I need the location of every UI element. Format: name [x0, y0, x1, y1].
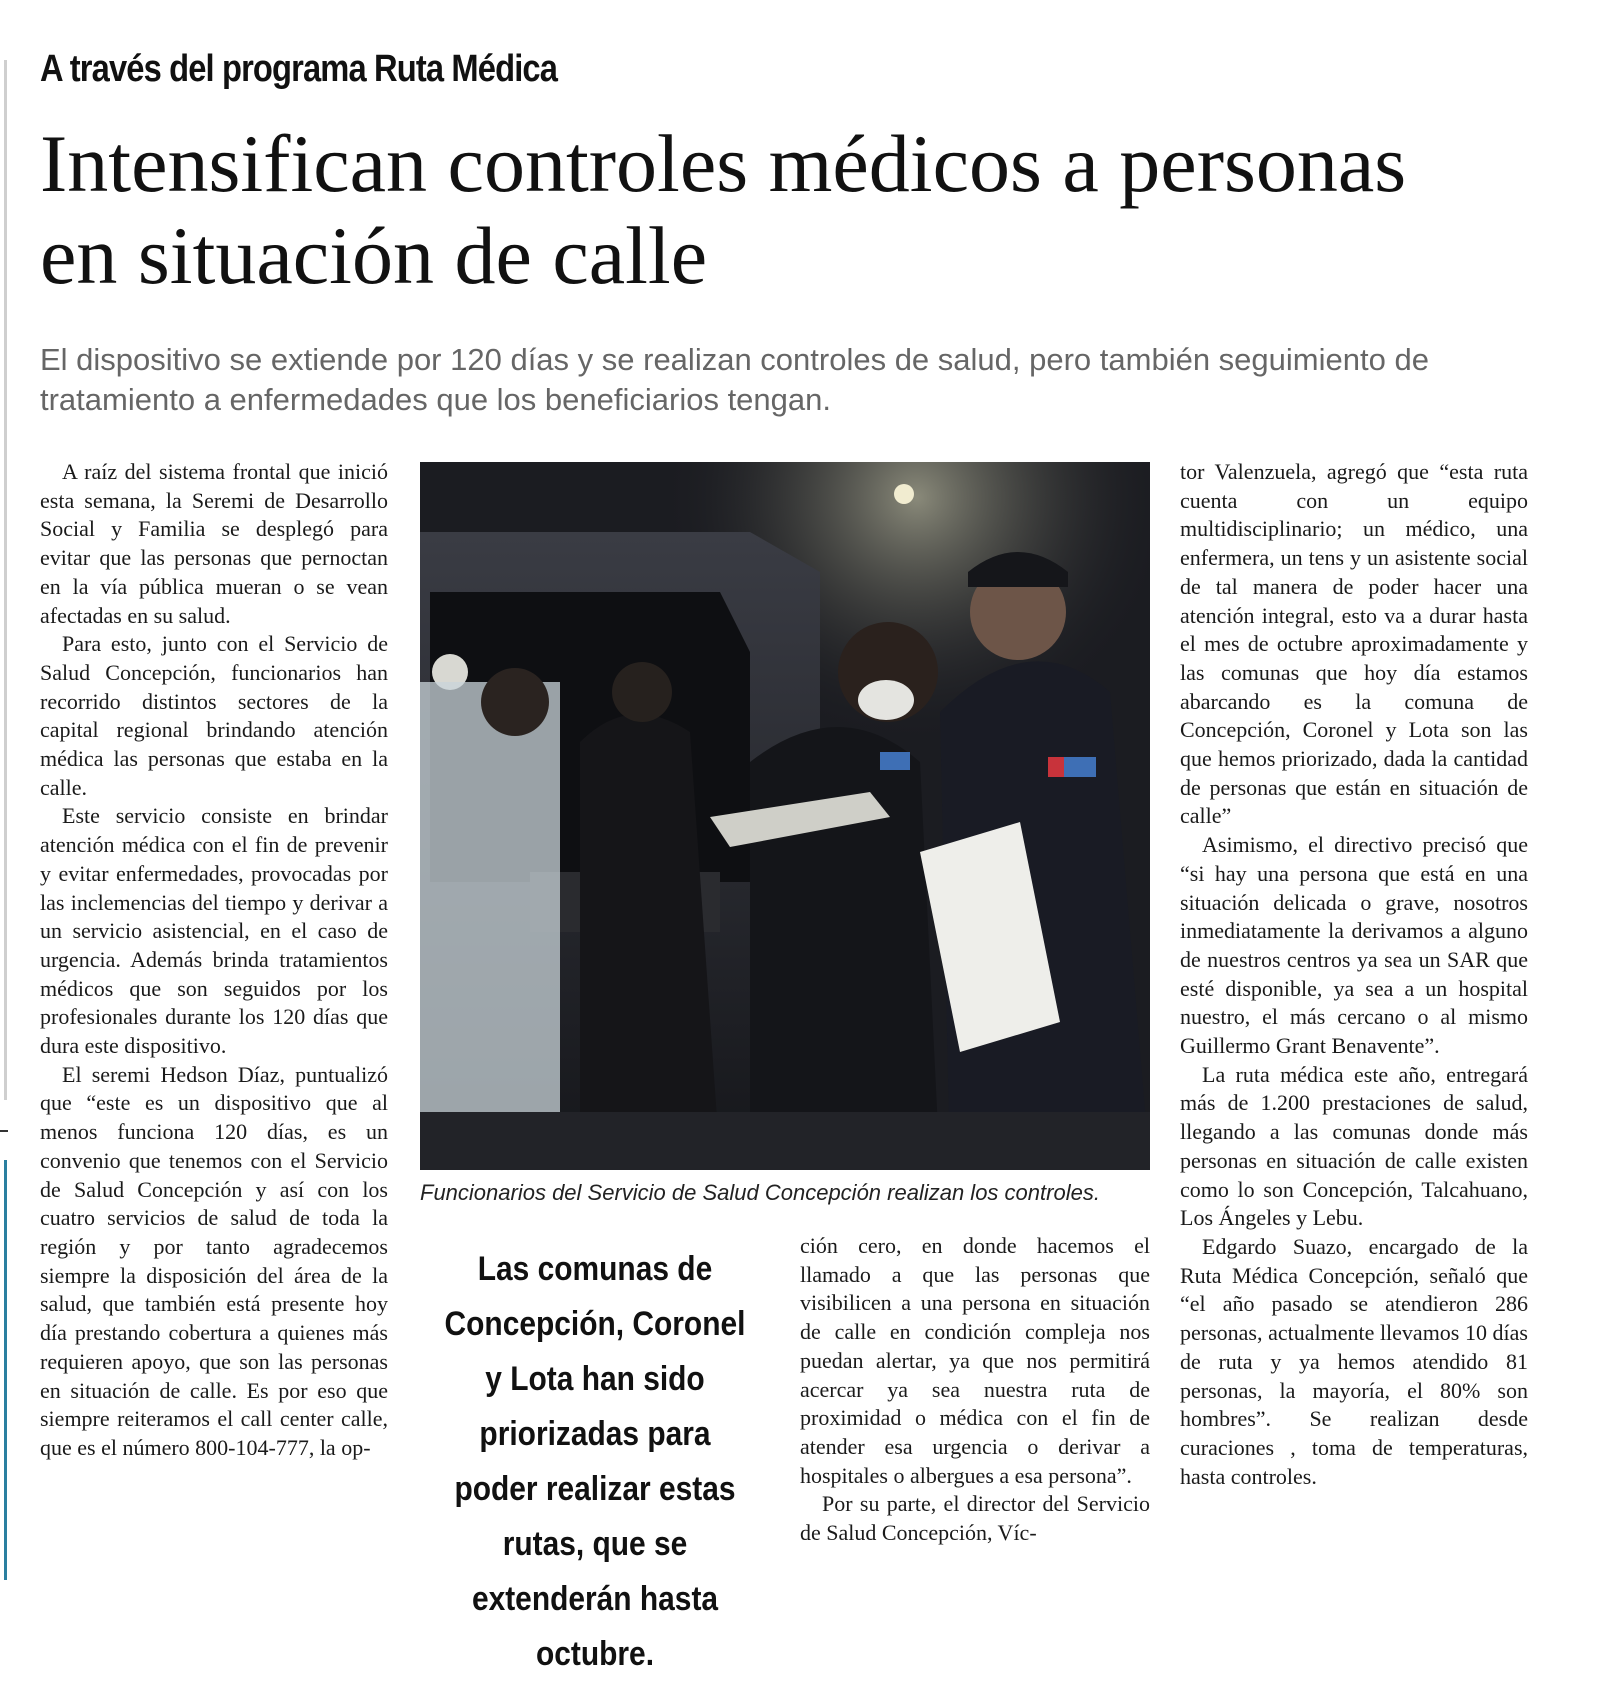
paragraph: Edgardo Suazo, encargado de la Ruta Médica Concepción, señaló que “el año pasado se atendieron 286 personas, actualmente llevamos 10 días de ruta y ya hemos atendido 81 personas, la mayoría, el 80% son hombres”. Se realizan desde curaciones , toma de temperaturas, hasta controles.: [1180, 1233, 1528, 1489]
paragraph: ción cero, en donde hacemos el llamado a que las personas que visibilicen a una persona en situación de calle en condición compleja nos puedan alertar, ya que nos permitirá acercar ya sea nuestra ruta de proximidad o médica con el fin de atender esa urgencia o derivar a hospitales o albergues a esa persona”.: [800, 1233, 1150, 1488]
article-photo: [420, 462, 1150, 1170]
article-column-1: [40, 458, 388, 1463]
paragraph: Para esto, junto con el Servicio de Salud Concepción, funcionarios han recorrido distintos sectores de la capital regional brindando atención médica las personas que estaba en la calle.: [40, 631, 388, 800]
person-with-clipboard: [750, 727, 940, 1170]
photo-caption: Funcionarios del Servicio de Salud Concepción realizan los controles.: [420, 1180, 1100, 1205]
pull-quote: Las comunas de Concepción, Coronel y Lota han sido priorizadas para poder realizar estas rutas, que se extenderán hasta octubre.: [444, 1250, 746, 1673]
paragraph: La ruta médica este año, entregará más de 1.200 prestaciones de salud, llegando a las comunas donde más personas en situación de calle existen como lo son Concepción, Talcahuano, Los Ángeles y Lebu.: [1180, 1061, 1528, 1231]
photo-illustration: [420, 462, 1150, 1170]
paragraph: Asimismo, el directivo precisó que “si hay una persona que está en una situación delicada o grave, nosotros inmediatamente la derivamos a alguno de nuestros centros ya sea un SAR que esté disponible, ya sea a un hospital nuestro, el más cercano o al mismo Guillermo Grant Benavente”.: [1180, 832, 1528, 1059]
article-headline: Intensifican controles médicos a personas en situación de calle: [40, 118, 1407, 301]
street-lamp-light: [894, 484, 914, 504]
paragraph: A raíz del sistema frontal que inició esta semana, la Seremi de Desarrollo Social y Familia se desplegó para evitar que las personas que pernoctan en la vía pública mueran o se vean afectadas en su salud.: [40, 459, 388, 628]
page-edge-rule: [4, 60, 7, 1100]
paragraph: El seremi Hedson Díaz, puntualizó que “este es un dispositivo que al menos funciona 120 días, es un convenio que tenemos con el Servicio de Salud Concepción y así con los cuatro servicios de salud de toda la región y por tanto agradecemos siempre la disposición del área de la salud, que también está presente hoy día prestando cobertura a quienes más requieren apoyo, que son las personas en situación de calle. Es por eso que siempre reiteramos el call center calle, que es el número 800-104-777, la op-: [40, 1061, 388, 1460]
article-kicker: A través del programa Ruta Médica: [40, 48, 558, 90]
paragraph: Por su parte, el director del Servicio de Salud Concepción, Víc-: [800, 1491, 1150, 1546]
article-deck: El dispositivo se extiende por 120 días y se realizan controles de salud, pero también seguimiento de tratamiento a enfermedades que los beneficiarios tengan.: [40, 342, 1429, 417]
page-edge-tick: [0, 1130, 8, 1132]
paragraph: Este servicio consiste en brindar atención médica con el fin de prevenir y evitar enfermedades, provocadas por las inclemencias del tiempo y derivar a un servicio asistencial, en el caso de urgencia. Además brinda tratamientos médicos que son seguidos por los profesionales durante los 120 días que dura este dispositivo.: [40, 803, 388, 1059]
person-apron: [420, 682, 560, 1170]
article-column-3: [800, 1232, 1150, 1548]
page-edge-accent-rule: [4, 1160, 7, 1580]
paragraph: tor Valenzuela, agregó que “esta ruta cuenta con un equipo multidisciplinario; un médico, una enfermera, un tens y un asistente social de tal manera de poder hacer una atención integral, esto va a durar hasta el mes de octubre aproximadamente y las comunas que hoy día estamos abarcando es la comuna de Concepción, Coronel y Lota son las que hemos priorizado, dada la cantidad de personas que están en situación de calle”: [1180, 459, 1528, 829]
article-column-4: [1180, 458, 1528, 1491]
